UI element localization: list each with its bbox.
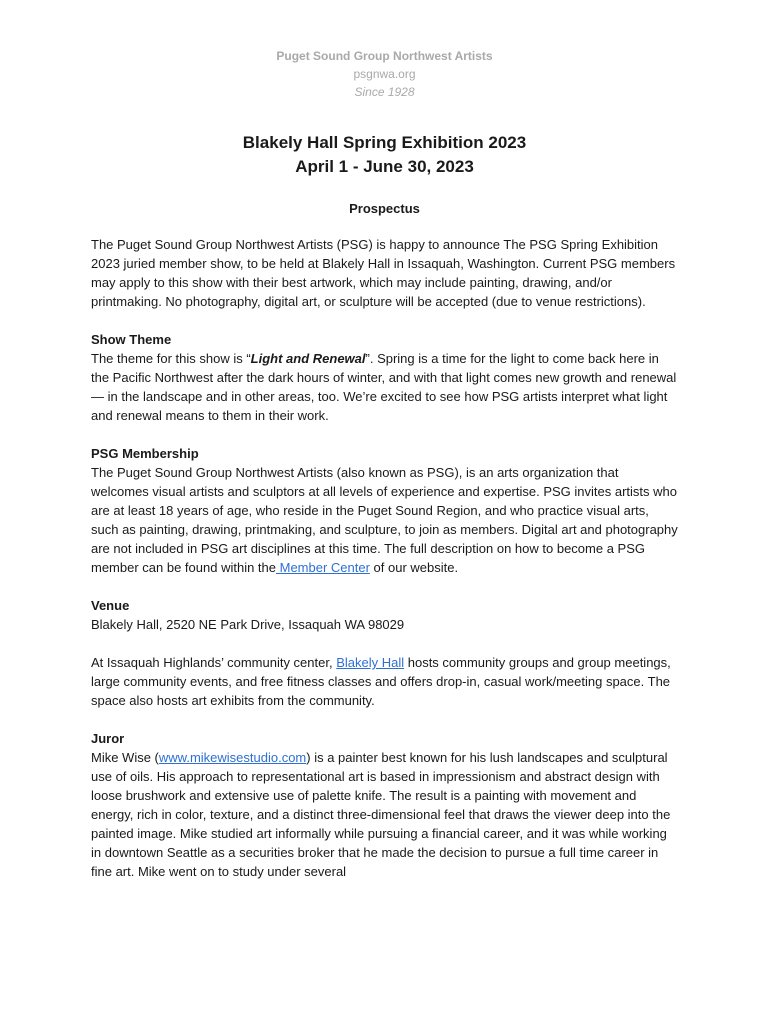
juror-text-before: Mike Wise ( bbox=[91, 750, 159, 765]
membership-section bbox=[91, 444, 678, 577]
intro-paragraph: The Puget Sound Group Northwest Artists (PSG) is happy to announce The PSG Spring Exhibition 2023 juried member show, to be held at Blakely Hall in Issaquah, Washington. Current PSG members may apply to this show with their best artwork, which may include painting, drawing, and/or printmaking. No photography, digital art, or sculpture will be accepted (due to venue restrictions). bbox=[91, 237, 676, 309]
title-line-2: April 1 - June 30, 2023 bbox=[295, 157, 474, 176]
venue-heading: Venue bbox=[91, 598, 130, 613]
venue-text-before: At Issaquah Highlands’ community center, bbox=[91, 655, 337, 670]
show-theme-section bbox=[91, 330, 678, 425]
exhibition-title bbox=[91, 131, 678, 179]
juror-text-after: ) is a painter best known for his lush landscapes and sculptural use of oils. His approach to representational art is based in impressionism and abstract design with loose brushwork and extensive use of palette knife. The result is a painting with movement and energy, rich in color, texture, and a distinct three-dimensional feel that draws the viewer deep into the painted image. Mike studied art informally while pursuing a financial career, and it was while working in downtown Seattle as a securities broker that he made the decision to pursue a full time career in fine art. Mike went on to study under several bbox=[91, 750, 671, 879]
org-website: psgnwa.org bbox=[353, 67, 416, 81]
membership-text-before: The Puget Sound Group Northwest Artists (also known as PSG), is an arts organization that welcomes visual artists and sculptors at all levels of experience and expertise. PSG invites artists who are at least 18 years of age, who reside in the Puget Sound Region, and who practice visual arts, such as painting, drawing, printmaking, and sculpture, to join as members. Digital art and photography are not included in PSG art disciplines at this time. The full description on how to become a PSG member can be found within the bbox=[91, 465, 678, 575]
blakely-hall-link[interactable]: Blakely Hall bbox=[336, 655, 405, 670]
juror-website-link[interactable]: www.mikewisestudio.com bbox=[158, 750, 307, 765]
org-header bbox=[91, 0, 678, 101]
theme-text-before: The theme for this show is “ bbox=[91, 351, 251, 366]
venue-section bbox=[91, 596, 678, 710]
juror-section bbox=[91, 729, 678, 881]
theme-name: Light and Renewal bbox=[250, 351, 366, 366]
prospectus-heading: Prospectus bbox=[349, 201, 420, 216]
venue-address: Blakely Hall, 2520 NE Park Drive, Issaquah WA 98029 bbox=[91, 617, 405, 632]
juror-paragraph bbox=[91, 748, 678, 881]
membership-text-after: of our website. bbox=[369, 560, 459, 575]
membership-paragraph bbox=[91, 463, 678, 577]
org-name: Puget Sound Group Northwest Artists bbox=[276, 49, 493, 63]
show-theme-heading: Show Theme bbox=[91, 332, 172, 347]
member-center-link[interactable]: Member Center bbox=[276, 560, 370, 575]
venue-text-after: hosts community groups and group meetings, large community events, and free fitness classes and offers drop-in, casual work/meeting space. The space also hosts art exhibits from the community. bbox=[91, 655, 671, 708]
show-theme-paragraph bbox=[91, 349, 678, 425]
theme-text-after: ”. Spring is a time for the light to come back here in the Pacific Northwest after the dark hours of winter, and with that light comes new growth and renewal — in the landscape and in other areas, too. We’re excited to see how PSG artists interpret what light and renewal means to them in their work. bbox=[91, 351, 677, 423]
venue-paragraph bbox=[91, 653, 678, 710]
membership-heading: PSG Membership bbox=[91, 446, 199, 461]
juror-heading: Juror bbox=[91, 731, 125, 746]
title-line-1: Blakely Hall Spring Exhibition 2023 bbox=[242, 133, 527, 152]
org-since: Since 1928 bbox=[354, 85, 415, 99]
